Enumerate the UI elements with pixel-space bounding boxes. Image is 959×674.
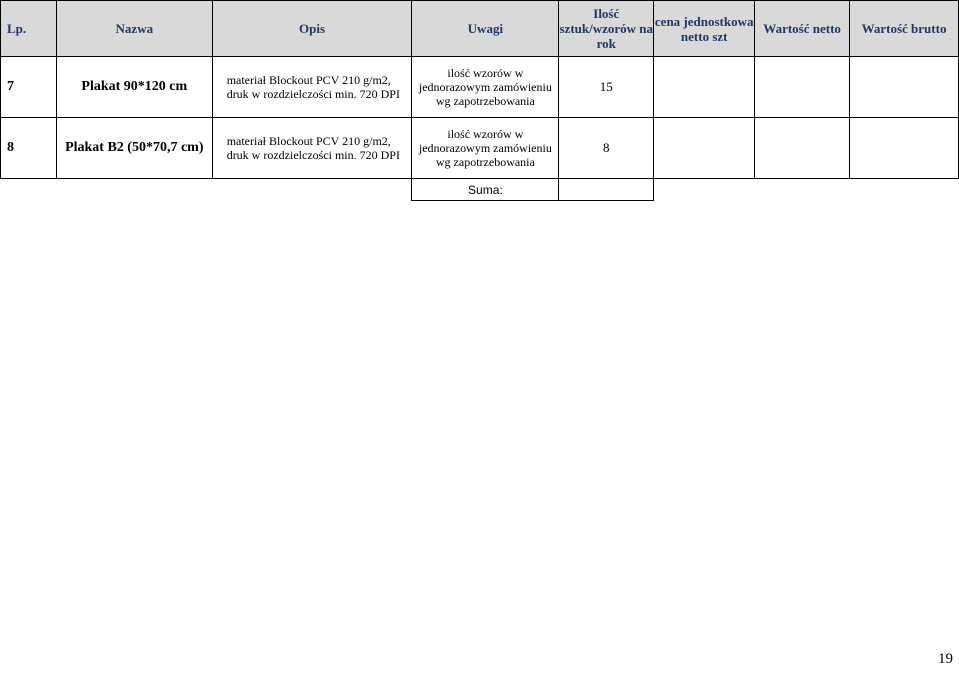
blank-cell <box>212 179 412 201</box>
sum-label: Suma: <box>412 179 559 201</box>
row-ilosc: 8 <box>559 118 654 179</box>
price-table <box>0 0 959 201</box>
page-number: 19 <box>938 651 953 667</box>
blank-cell <box>850 179 959 201</box>
row-lp: 7 <box>1 57 57 118</box>
col-header-wartosc-netto: Wartość netto <box>755 1 850 57</box>
row-wartosc-brutto <box>850 118 959 179</box>
col-header-ilosc: Ilość sztuk/wzorów na rok <box>559 1 654 57</box>
row-cena <box>654 57 755 118</box>
col-header-wartosc-brutto: Wartość brutto <box>850 1 959 57</box>
row-nazwa: Plakat 90*120 cm <box>56 57 212 118</box>
blank-cell <box>1 179 57 201</box>
row-wartosc-netto <box>755 118 850 179</box>
row-uwagi: ilość wzorów w jednorazowym zamówieniu wg zapotrzebowania <box>412 57 559 118</box>
row-cena <box>654 118 755 179</box>
row-uwagi: ilość wzorów w jednorazowym zamówieniu wg zapotrzebowania <box>412 118 559 179</box>
blank-cell <box>56 179 212 201</box>
row-wartosc-netto <box>755 57 850 118</box>
row-wartosc-brutto <box>850 57 959 118</box>
table-row <box>1 118 959 179</box>
table-header-row <box>1 1 959 57</box>
col-header-opis: Opis <box>212 1 412 57</box>
col-header-cena: cena jednostkowa netto szt <box>654 1 755 57</box>
sum-row <box>1 179 959 201</box>
sum-value <box>559 179 654 201</box>
col-header-lp: Lp. <box>1 1 57 57</box>
row-lp: 8 <box>1 118 57 179</box>
row-opis: materiał Blockout PCV 210 g/m2, druk w rozdzielczości min. 720 DPI <box>212 118 412 179</box>
col-header-uwagi: Uwagi <box>412 1 559 57</box>
table-row <box>1 57 959 118</box>
col-header-nazwa: Nazwa <box>56 1 212 57</box>
row-nazwa: Plakat B2 (50*70,7 cm) <box>56 118 212 179</box>
blank-cell <box>755 179 850 201</box>
row-opis: materiał Blockout PCV 210 g/m2, druk w rozdzielczości min. 720 DPI <box>212 57 412 118</box>
row-ilosc: 15 <box>559 57 654 118</box>
blank-cell <box>654 179 755 201</box>
